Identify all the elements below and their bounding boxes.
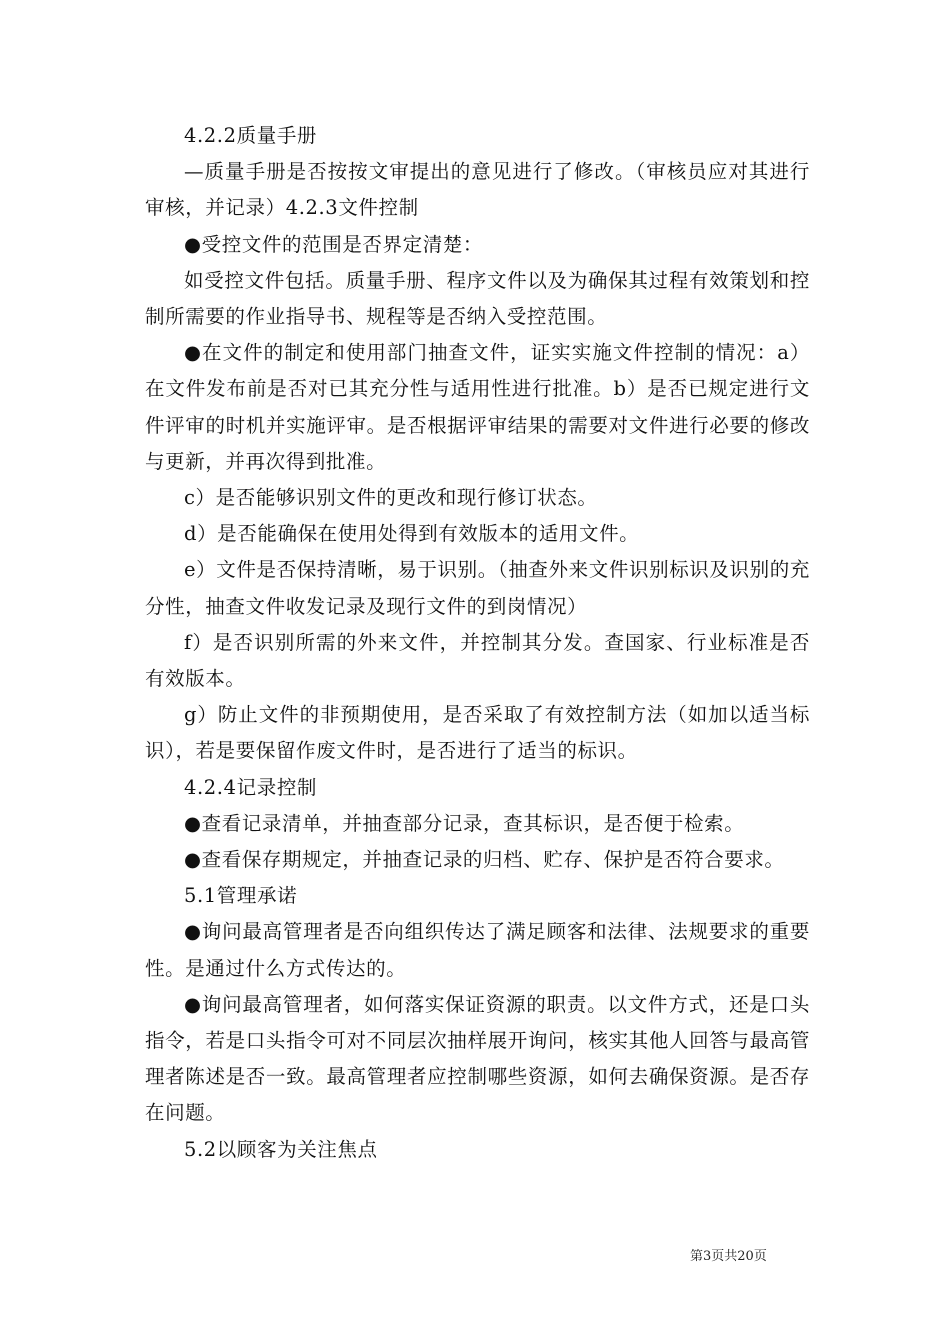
bullet-paragraph: ●在文件的制定和使用部门抽查文件，证实实施文件控制的情况：a）在文件发布前是否对已其充分性与适用性进行批准。b）是否已规定进行文件评审的时机并实施评审。是否根据评审结果的需要对文件进行必要的修改与更新，并再次得到批准。 xyxy=(145,341,810,473)
bullet-paragraph: ●询问最高管理者，如何落实保证资源的职责。以文件方式，还是口头指令，若是口头指令可对不同层次抽样展开询问，核实其他人回答与最高管理者陈述是否一致。最高管理者应控制哪些资源，如何去确保资源。是否存在问题。 xyxy=(145,992,810,1125)
bullet-paragraph: ●询问最高管理者是否向组织传达了满足顾客和法律、法规要求的重要性。是通过什么方式传达的。 xyxy=(145,920,810,980)
paragraph: —质量手册是否按按文审提出的意见进行了修改。（审核员应对其进行审核，并记录）4.2.3文件控制 xyxy=(145,160,810,220)
section-heading-4-2-4: 4.2.4记录控制 xyxy=(184,775,318,799)
bullet-paragraph: ●查看记录清单，并抽查部分记录，查其标识，是否便于检索。 xyxy=(184,811,745,835)
list-item-e: e）文件是否保持清晰，易于识别。（抽查外来文件识别标识及识别的充分性，抽查文件收发记录及现行文件的到岗情况） xyxy=(145,558,810,618)
paragraph: 如受控文件包括。质量手册、程序文件以及为确保其过程有效策划和控制所需要的作业指导书、规程等是否纳入受控范围。 xyxy=(145,268,810,329)
list-item-c: c）是否能够识别文件的更改和现行修订状态。 xyxy=(184,486,598,510)
page-number: 第3页共20页 xyxy=(690,1249,767,1264)
section-heading-5-2: 5.2以顾客为关注焦点 xyxy=(184,1137,378,1161)
section-heading-4-2-2: 4.2.2质量手册 xyxy=(184,124,318,147)
list-item-g: g）防止文件的非预期使用，是否采取了有效控制方法（如加以适当标识），若是要保留作废文件时，是否进行了适当的标识。 xyxy=(145,703,810,763)
bullet-paragraph: ●查看保存期规定，并抽查记录的归档、贮存、保护是否符合要求。 xyxy=(184,848,785,872)
document-body xyxy=(145,118,810,1168)
section-heading-5-1: 5.1管理承诺 xyxy=(184,884,298,908)
bullet-paragraph: ●受控文件的范围是否界定清楚： xyxy=(184,232,484,256)
list-item-d: d）是否能确保在使用处得到有效版本的适用文件。 xyxy=(184,522,640,546)
list-item-f: f）是否识别所需的外来文件，并控制其分发。查国家、行业标准是否有效版本。 xyxy=(145,630,810,691)
